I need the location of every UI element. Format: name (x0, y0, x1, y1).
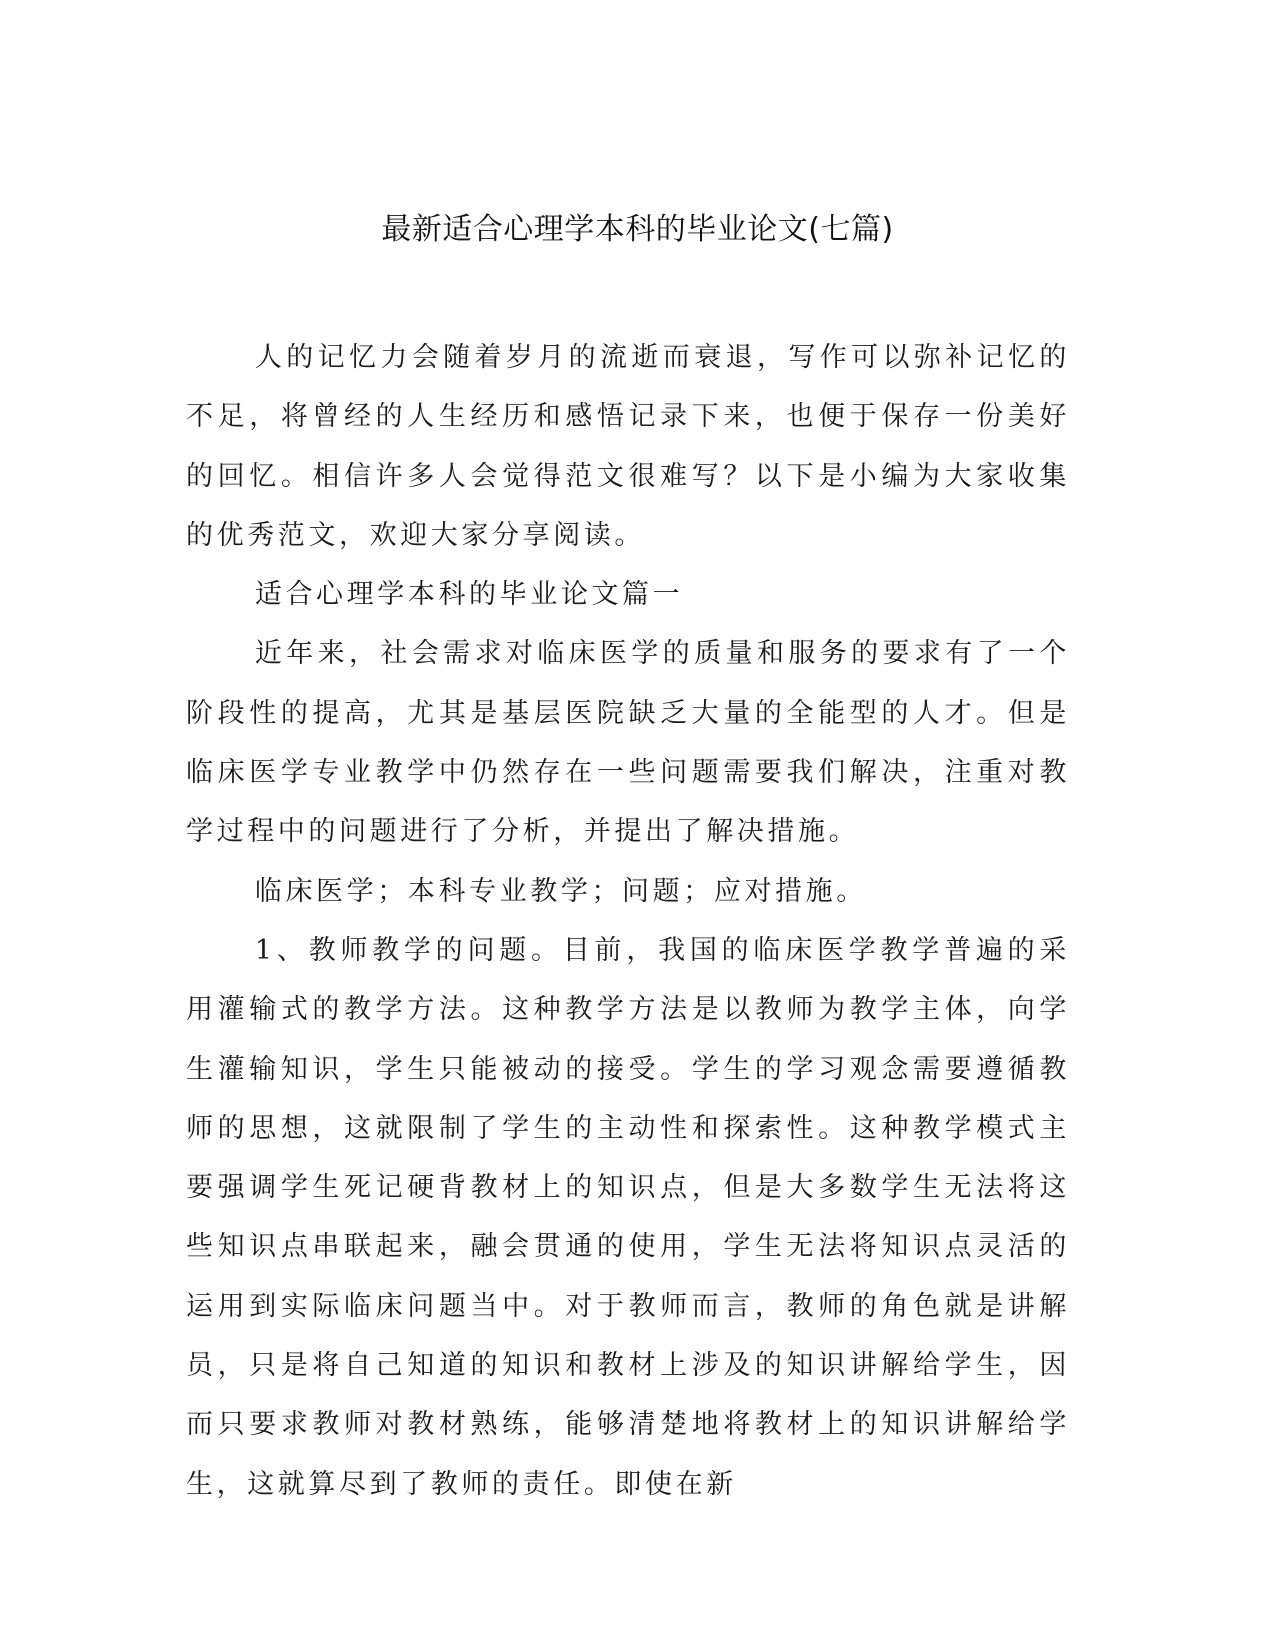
keywords-paragraph: 临床医学；本科专业教学；问题；应对措施。 (254, 875, 867, 907)
abstract-paragraph: 近年来，社会需求对临床医学的质量和服务的要求有了一个阶段性的提高，尤其是基层医院缺乏大量的全能型的人才。但是临床医学专业教学中仍然存在一些问题需要我们解决，注重对教学过程中的问题进行了分析，并提出了解决措施。 (186, 638, 1070, 848)
intro-paragraph: 人的记忆力会随着岁月的流逝而衰退，写作可以弥补记忆的不足，将曾经的人生经历和感悟记录下来，也便于保存一份美好的回忆。相信许多人会觉得范文很难写？以下是小编为大家收集的优秀范文，欢迎大家分享阅读。 (186, 342, 1070, 551)
document-body (186, 328, 1070, 1514)
document-title: 最新适合心理学本科的毕业论文(七篇) (381, 212, 894, 247)
section-heading: 适合心理学本科的毕业论文篇一 (254, 579, 684, 611)
body-paragraph: 1、教师教学的问题。目前，我国的临床医学教学普遍的采用灌输式的教学方法。这种教学方法是以教师为教学主体，向学生灌输知识，学生只能被动的接受。学生的学习观念需要遵循教师的思想，这就限制了学生的主动性和探索性。这种教学模式主要强调学生死记硬背教材上的知识点，但是大多数学生无法将这些知识点串联起来，融会贯通的使用，学生无法将知识点灵活的运用到实际临床问题当中。对于教师而言，教师的角色就是讲解员，只是将自己知道的知识和教材上涉及的知识讲解给学生，因而只要求教师对教材熟练，能够清楚地将教材上的知识讲解给学生，这就算尽到了教师的责任。即使在新 (186, 934, 1070, 1500)
